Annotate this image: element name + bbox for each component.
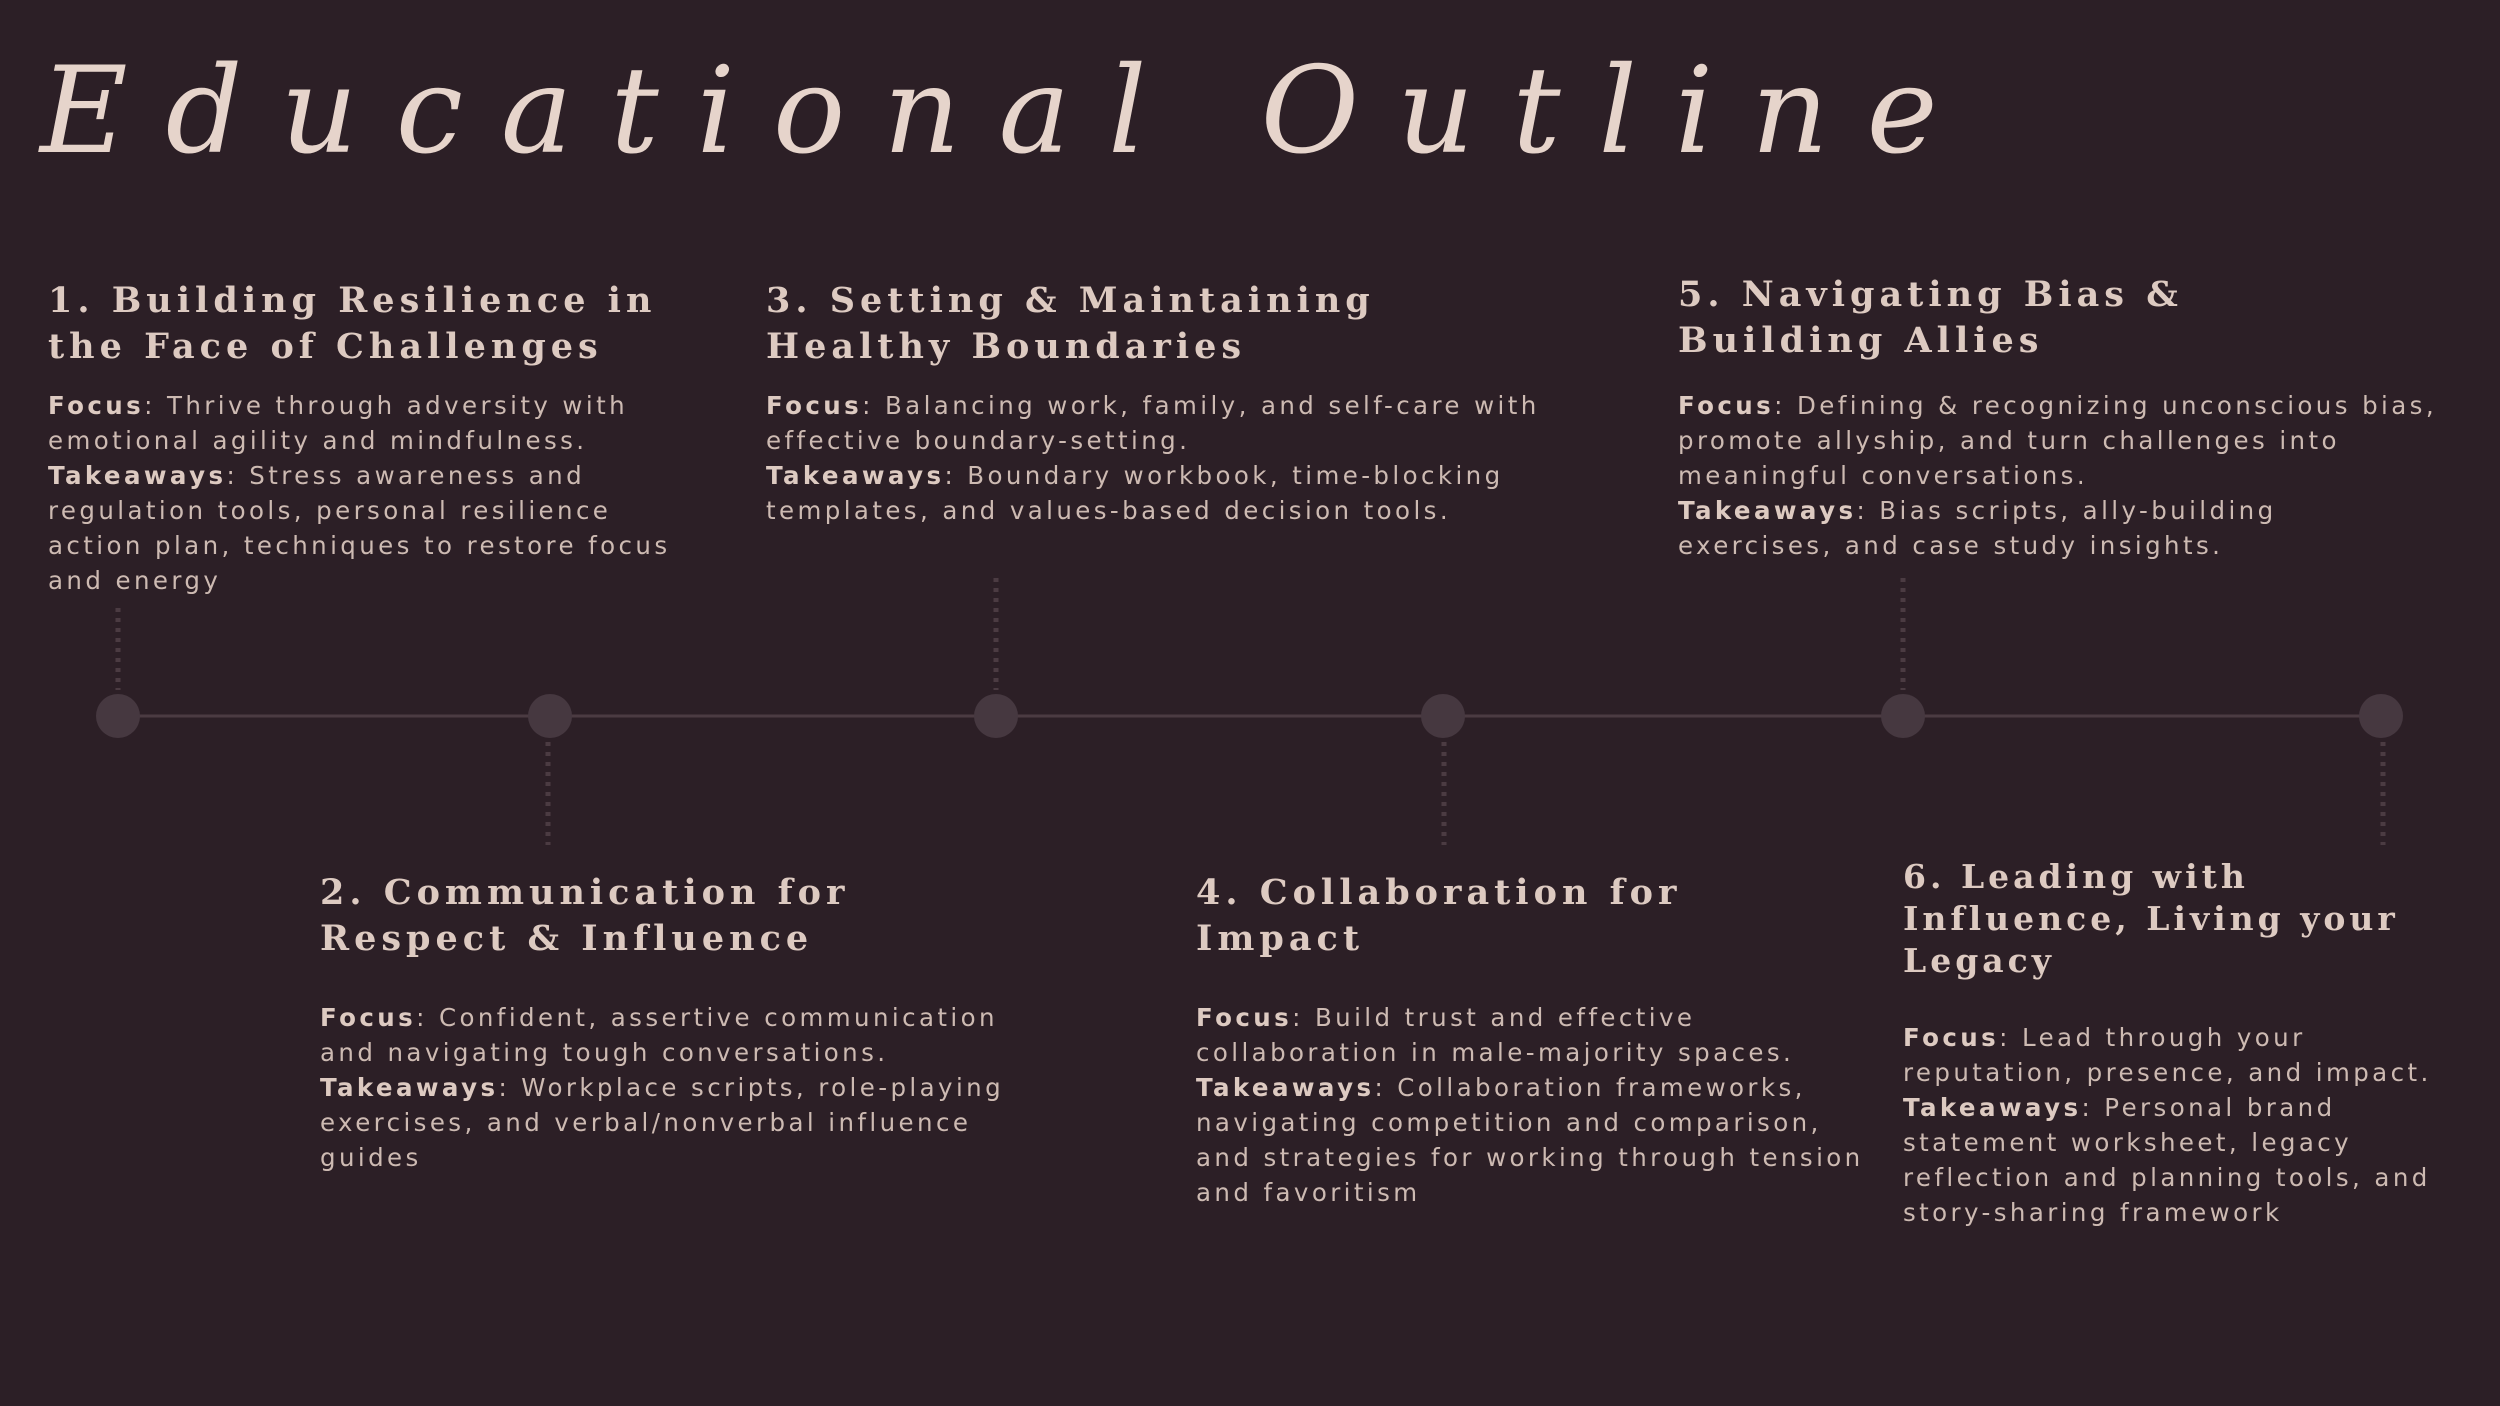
module-card-1 bbox=[48, 278, 708, 598]
module-card-4 bbox=[1196, 870, 1876, 1210]
module-card-3 bbox=[766, 278, 1596, 528]
timeline-node bbox=[528, 694, 572, 738]
takeaways-text: Stress awareness and regulation tools, personal resilience action plan, techniques to restore focus and energy bbox=[48, 461, 671, 595]
focus-label: Focus bbox=[766, 391, 863, 420]
module-heading: 2. Communication for Respect & Influence bbox=[320, 872, 850, 959]
focus-label: Focus bbox=[1678, 391, 1775, 420]
timeline-node bbox=[96, 694, 140, 738]
focus-label: Focus bbox=[1196, 1003, 1293, 1032]
module-card-6 bbox=[1903, 856, 2473, 1230]
timeline-node bbox=[2359, 694, 2403, 738]
takeaways-text: Personal brand statement worksheet, legacy reflection and planning tools, and story-sharing framework bbox=[1903, 1093, 2431, 1227]
page-title: Educational Outline bbox=[40, 42, 1976, 181]
focus-text: Confident, assertive communication and navigating tough conversations. bbox=[320, 1003, 998, 1067]
module-card-2 bbox=[320, 870, 1040, 1175]
module-heading: 3. Setting & Maintaining Healthy Boundaries bbox=[766, 280, 1375, 367]
takeaways-label: Takeaways bbox=[320, 1073, 499, 1102]
takeaways-label: Takeaways bbox=[1903, 1093, 2082, 1122]
module-body: Focus: Confident, assertive communication and navigating tough conversations. Takeaways: Workplace scripts, role-playing exercises, and verbal/nonverbal influence guides bbox=[320, 1003, 1005, 1172]
focus-label: Focus bbox=[320, 1003, 417, 1032]
takeaways-label: Takeaways bbox=[48, 461, 227, 490]
module-heading: 1. Building Resilience in the Face of Challenges bbox=[48, 280, 657, 367]
takeaways-text: Collaboration frameworks, navigating competition and comparison, and strategies for working through tension and favoritism bbox=[1196, 1073, 1864, 1207]
module-body: Focus: Build trust and effective collaboration in male-majority spaces. Takeaways: Collaboration frameworks, navigating competition and comparison, and strategies for working through tension and favoritism bbox=[1196, 1003, 1864, 1207]
module-body: Focus: Lead through your reputation, presence, and impact. Takeaways: Personal brand statement worksheet, legacy reflection and planning tools, and story-sharing framework bbox=[1903, 1023, 2432, 1227]
module-body: Focus: Balancing work, family, and self-care with effective boundary-setting. Takeaways: Boundary workbook, time-blocking templates, and values-based decision tools. bbox=[766, 391, 1540, 525]
focus-label: Focus bbox=[48, 391, 145, 420]
focus-text: Defining & recognizing unconscious bias, promote allyship, and turn challenges into meaningful conversations. bbox=[1678, 391, 2438, 490]
module-heading: 5. Navigating Bias & Building Allies bbox=[1678, 274, 2183, 361]
focus-text: Build trust and effective collaboration in male-majority spaces. bbox=[1196, 1003, 1795, 1067]
module-body: Focus: Defining & recognizing unconscious bias, promote allyship, and turn challenges into meaningful conversations. Takeaways: Bias scripts, ally-building exercises, and case study insights. bbox=[1678, 391, 2438, 560]
focus-label: Focus bbox=[1903, 1023, 2000, 1052]
takeaways-text: Bias scripts, ally-building exercises, and case study insights. bbox=[1678, 496, 2277, 560]
timeline-node bbox=[974, 694, 1018, 738]
takeaways-text: Boundary workbook, time-blocking templates, and values-based decision tools. bbox=[766, 461, 1504, 525]
timeline-node bbox=[1881, 694, 1925, 738]
module-card-5 bbox=[1678, 272, 2438, 563]
module-heading: 6. Leading with Influence, Living your Legacy bbox=[1903, 857, 2399, 980]
takeaways-label: Takeaways bbox=[766, 461, 945, 490]
focus-text: Thrive through adversity with emotional agility and mindfulness. bbox=[48, 391, 629, 455]
module-body: Focus: Thrive through adversity with emotional agility and mindfulness. Takeaways: Stress awareness and regulation tools, personal resilience action plan, techniques to restore focus and energy bbox=[48, 391, 671, 595]
takeaways-text: Workplace scripts, role-playing exercises, and verbal/nonverbal influence guides bbox=[320, 1073, 1005, 1172]
takeaways-label: Takeaways bbox=[1678, 496, 1857, 525]
focus-text: Balancing work, family, and self-care with effective boundary-setting. bbox=[766, 391, 1540, 455]
timeline-node bbox=[1421, 694, 1465, 738]
takeaways-label: Takeaways bbox=[1196, 1073, 1375, 1102]
focus-text: Lead through your reputation, presence, and impact. bbox=[1903, 1023, 2432, 1087]
module-heading: 4. Collaboration for Impact bbox=[1196, 872, 1682, 959]
